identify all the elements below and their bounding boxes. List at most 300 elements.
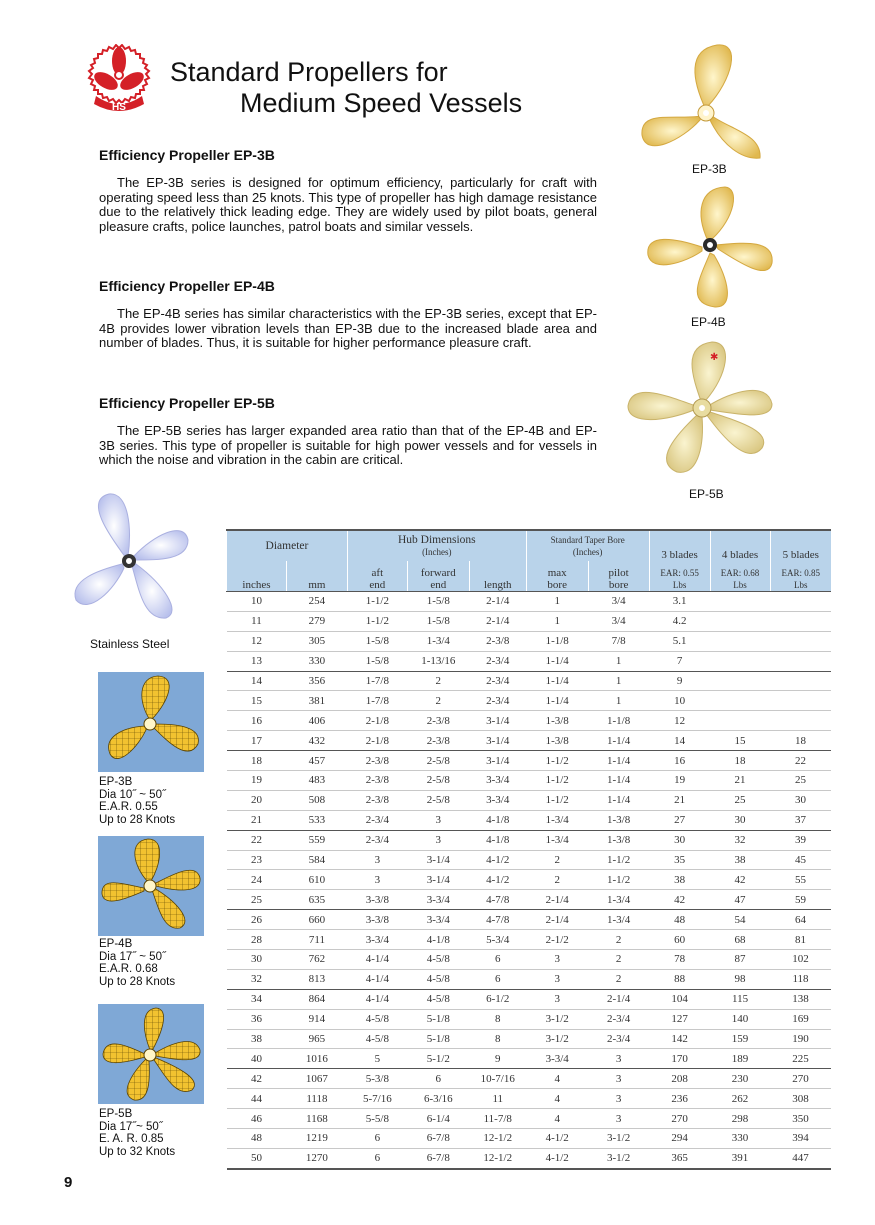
table-cell: 3/4 <box>588 592 649 612</box>
table-cell: 1270 <box>286 1148 347 1168</box>
table-cell: 27 <box>649 810 710 830</box>
table-cell: 3-1/4 <box>407 870 469 890</box>
table-cell: 3-3/4 <box>526 1049 588 1069</box>
table-cell: 3 <box>588 1049 649 1069</box>
table-cell: 2-3/8 <box>347 771 407 791</box>
table-cell: 21 <box>649 790 710 810</box>
table-cell: 23 <box>227 850 287 870</box>
table-cell: 81 <box>770 930 831 950</box>
table-cell: 2-3/4 <box>469 651 526 671</box>
table-cell: 5-5/8 <box>347 1109 407 1129</box>
ep4b-propeller-image <box>640 183 780 311</box>
spec-model: EP-5B <box>99 1108 133 1120</box>
table-cell: 483 <box>286 771 347 791</box>
table-row <box>227 611 832 631</box>
table-cell: 21 <box>227 810 287 830</box>
table-cell: 2 <box>588 930 649 950</box>
table-cell: 4-1/8 <box>407 930 469 950</box>
table-cell: 12 <box>649 711 710 731</box>
table-cell: 1-3/8 <box>526 711 588 731</box>
table-cell: 47 <box>710 890 770 910</box>
table-cell: 3 <box>347 850 407 870</box>
table-cell: 2-3/4 <box>469 691 526 711</box>
table-cell: 4-1/4 <box>347 969 407 989</box>
table-cell: 1-1/8 <box>526 631 588 651</box>
table-cell: 54 <box>710 910 770 930</box>
spec-dia: Dia 10˝ ~ 50˝ <box>99 788 166 801</box>
table-cell: 1-3/8 <box>526 731 588 751</box>
table-cell: 10-7/16 <box>469 1069 526 1089</box>
forward-line2: end <box>430 579 447 591</box>
header-ear-3 <box>649 561 710 592</box>
spec-ep4b <box>99 938 175 988</box>
table-cell: 3 <box>526 989 588 1009</box>
table-cell: 2-3/4 <box>588 1009 649 1029</box>
table-cell: 3-3/8 <box>347 910 407 930</box>
spec-model: EP-4B <box>99 938 133 950</box>
table-row <box>227 1029 832 1049</box>
table-cell: 1-1/2 <box>347 611 407 631</box>
spec-speed: Up to 28 Knots <box>99 975 176 988</box>
table-cell: 3 <box>588 1109 649 1129</box>
table-cell: 4-5/8 <box>407 950 469 970</box>
table-cell: 6-7/8 <box>407 1148 469 1168</box>
table-cell: 262 <box>710 1089 770 1109</box>
table-cell: 22 <box>770 751 831 771</box>
table-cell: 2 <box>588 950 649 970</box>
section-body-ep5b: The EP-5B series has larger expanded area ratio than that of the EP-4B and EP-3B series. This type of propeller is suitable for high power vessels and for vessels in which the noise and vibration in the cabin are critical. <box>99 423 597 468</box>
table-cell: 1-5/8 <box>347 631 407 651</box>
header-taper-bore <box>526 530 649 561</box>
table-row <box>227 870 832 890</box>
table-cell: 2 <box>407 671 469 691</box>
table-cell: 30 <box>710 810 770 830</box>
table-cell: 28 <box>227 930 287 950</box>
table-cell: 4-1/2 <box>526 1148 588 1168</box>
table-cell: 2-1/8 <box>347 731 407 751</box>
aft-line1: aft <box>371 567 384 579</box>
table-cell <box>710 711 770 731</box>
table-cell: 36 <box>227 1009 287 1029</box>
table-cell: 305 <box>286 631 347 651</box>
table-cell: 330 <box>286 651 347 671</box>
table-cell: 6 <box>347 1129 407 1149</box>
lbs4: Lbs <box>733 580 747 590</box>
table-cell: 4-5/8 <box>407 969 469 989</box>
table-cell: 37 <box>770 810 831 830</box>
stainless-propeller-image <box>64 490 194 630</box>
table-cell: 356 <box>286 671 347 691</box>
table-cell: 4-1/8 <box>469 810 526 830</box>
table-cell: 3 <box>588 1089 649 1109</box>
page-title-line1: Standard Propellers for <box>170 57 448 87</box>
table-cell: 4-1/2 <box>469 850 526 870</box>
table-cell: 8 <box>469 1009 526 1029</box>
table-cell: 46 <box>227 1109 287 1129</box>
table-cell: 1-1/4 <box>588 751 649 771</box>
table-cell: 559 <box>286 830 347 850</box>
table-cell: 1-1/4 <box>588 790 649 810</box>
table-cell: 584 <box>286 850 347 870</box>
svg-text:✱: ✱ <box>710 352 719 363</box>
table-cell: 4-5/8 <box>347 1029 407 1049</box>
table-row <box>227 810 832 830</box>
table-cell: 660 <box>286 910 347 930</box>
spec-dia: Dia 17˝ ~ 50˝ <box>99 950 166 963</box>
table-cell: 10 <box>227 592 287 612</box>
table-cell <box>710 611 770 631</box>
table-cell: 14 <box>227 671 287 691</box>
table-cell: 42 <box>710 870 770 890</box>
ep5b-propeller-image <box>622 336 777 478</box>
table-cell: 64 <box>770 910 831 930</box>
table-cell: 1-1/2 <box>526 790 588 810</box>
table-cell: 5-1/8 <box>407 1029 469 1049</box>
table-cell: 4-1/4 <box>347 989 407 1009</box>
table-cell: 12-1/2 <box>469 1148 526 1168</box>
table-cell <box>770 711 831 731</box>
table-cell: 11 <box>227 611 287 631</box>
table-cell: 6 <box>407 1069 469 1089</box>
table-cell: 8 <box>469 1029 526 1049</box>
table-cell: 25 <box>770 771 831 791</box>
table-row <box>227 890 832 910</box>
table-cell: 169 <box>770 1009 831 1029</box>
table-cell: 189 <box>710 1049 770 1069</box>
table-cell <box>770 691 831 711</box>
table-cell: 298 <box>710 1109 770 1129</box>
table-cell: 2-3/4 <box>347 810 407 830</box>
header-5-blades: 5 blades <box>770 530 831 561</box>
table-cell: 2-5/8 <box>407 790 469 810</box>
table-cell: 1 <box>588 691 649 711</box>
table-cell: 127 <box>649 1009 710 1029</box>
table-cell: 3-1/4 <box>469 711 526 731</box>
table-row <box>227 651 832 671</box>
spec-ep5b <box>99 1108 175 1158</box>
ear3: EAR: 0.55 <box>660 568 699 578</box>
table-cell: 3-3/4 <box>407 910 469 930</box>
table-cell <box>770 651 831 671</box>
table-cell: 3 <box>526 969 588 989</box>
table-cell: 1-5/8 <box>347 651 407 671</box>
table-cell: 270 <box>770 1069 831 1089</box>
table-cell: 4 <box>526 1069 588 1089</box>
table-cell: 1-1/2 <box>526 771 588 791</box>
table-cell: 2-1/2 <box>526 930 588 950</box>
table-cell: 12 <box>227 631 287 651</box>
table-cell: 1 <box>526 611 588 631</box>
table-cell: 30 <box>227 950 287 970</box>
ep5b-grid-image <box>98 1004 204 1104</box>
table-cell: 1-1/4 <box>588 731 649 751</box>
table-cell: 3-1/4 <box>469 731 526 751</box>
table-cell: 98 <box>710 969 770 989</box>
pilot-line2: bore <box>608 579 629 591</box>
table-cell: 447 <box>770 1148 831 1168</box>
header-3-blades: 3 blades <box>649 530 710 561</box>
propeller-spec-table <box>226 529 831 1170</box>
table-cell: 1-3/4 <box>526 830 588 850</box>
table-cell: 22 <box>227 830 287 850</box>
table-cell: 2 <box>526 850 588 870</box>
table-row <box>227 711 832 731</box>
table-cell: 2-3/8 <box>347 751 407 771</box>
table-cell: 87 <box>710 950 770 970</box>
table-cell: 2-1/4 <box>469 611 526 631</box>
spec-ear: E.A.R. 0.55 <box>99 801 158 813</box>
table-cell: 18 <box>227 751 287 771</box>
table-cell: 3-3/4 <box>469 771 526 791</box>
table-cell: 4 <box>526 1089 588 1109</box>
table-cell: 270 <box>649 1109 710 1129</box>
table-cell: 5-3/8 <box>347 1069 407 1089</box>
table-row <box>227 850 832 870</box>
max-line1: max <box>547 567 567 579</box>
table-cell: 32 <box>227 969 287 989</box>
table-row <box>227 1009 832 1029</box>
section-body-ep3b: The EP-3B series is designed for optimum efficiency, particularly for craft with operating speed less than 25 knots. This type of propeller has high damage resistance due to the relatively thick leading edge. They are widely used by pilot boats, general pleasure crafts, police launches, patrol boats and similar vessels. <box>99 175 597 234</box>
table-cell: 142 <box>649 1029 710 1049</box>
table-cell: 16 <box>649 751 710 771</box>
table-cell: 2-3/8 <box>407 731 469 751</box>
table-cell: 3.1 <box>649 592 710 612</box>
table-cell: 3 <box>407 810 469 830</box>
header-hub-dimensions <box>347 530 526 561</box>
table-cell: 5-1/8 <box>407 1009 469 1029</box>
table-cell: 965 <box>286 1029 347 1049</box>
table-cell: 230 <box>710 1069 770 1089</box>
table-cell: 1168 <box>286 1109 347 1129</box>
hub-title: Hub Dimensions <box>398 534 476 546</box>
table-cell: 3-1/2 <box>588 1148 649 1168</box>
table-cell: 60 <box>649 930 710 950</box>
table-cell: 2-3/4 <box>588 1029 649 1049</box>
table-cell <box>710 691 770 711</box>
table-cell: 3-3/4 <box>469 790 526 810</box>
table-cell: 635 <box>286 890 347 910</box>
table-cell: 6-7/8 <box>407 1129 469 1149</box>
table-row <box>227 691 832 711</box>
table-cell: 225 <box>770 1049 831 1069</box>
table-cell: 432 <box>286 731 347 751</box>
table-cell: 2-5/8 <box>407 771 469 791</box>
table-cell: 2-5/8 <box>407 751 469 771</box>
table-cell: 6-1/4 <box>407 1109 469 1129</box>
table-cell: 3-1/4 <box>407 850 469 870</box>
table-cell: 294 <box>649 1129 710 1149</box>
spec-model: EP-3B <box>99 776 133 788</box>
table-cell: 2-1/4 <box>526 910 588 930</box>
table-cell: 42 <box>227 1069 287 1089</box>
lbs3: Lbs <box>672 580 687 590</box>
ep3b-grid-image <box>98 672 204 772</box>
header-4-blades: 4 blades <box>710 530 770 561</box>
table-cell: 533 <box>286 810 347 830</box>
table-cell: 3-1/4 <box>469 751 526 771</box>
table-cell: 2 <box>526 870 588 890</box>
hs-logo <box>82 44 156 120</box>
table-cell: 42 <box>649 890 710 910</box>
table-cell: 1-1/4 <box>588 771 649 791</box>
table-cell: 6-3/16 <box>407 1089 469 1109</box>
table-cell: 16 <box>227 711 287 731</box>
table-cell: 5 <box>347 1049 407 1069</box>
header-ear-4 <box>710 561 770 592</box>
table-row <box>227 989 832 1009</box>
table-cell: 15 <box>227 691 287 711</box>
table-cell: 4 <box>526 1109 588 1129</box>
section-heading-ep3b: Efficiency Propeller EP-3B <box>99 147 275 163</box>
table-cell: 6 <box>469 969 526 989</box>
table-cell: 1-3/4 <box>407 631 469 651</box>
page-title-line2: Medium Speed Vessels <box>240 88 523 118</box>
table-cell: 762 <box>286 950 347 970</box>
table-cell: 1-3/4 <box>526 810 588 830</box>
table-cell: 190 <box>770 1029 831 1049</box>
table-cell: 3/4 <box>588 611 649 631</box>
table-cell: 34 <box>227 989 287 1009</box>
ear4: EAR: 0.68 <box>720 568 760 578</box>
table-cell <box>710 592 770 612</box>
table-cell: 88 <box>649 969 710 989</box>
spec-ear: E.A.R. 0.68 <box>99 963 158 975</box>
table-cell: 2-1/8 <box>347 711 407 731</box>
table-cell: 1-1/2 <box>526 751 588 771</box>
table-cell: 48 <box>227 1129 287 1149</box>
header-pilot-bore <box>588 561 649 592</box>
pilot-line1: pilot <box>608 567 629 579</box>
table-cell: 1-3/4 <box>588 890 649 910</box>
table-cell: 6 <box>469 950 526 970</box>
table-cell: 14 <box>649 731 710 751</box>
table-cell: 138 <box>770 989 831 1009</box>
table-cell: 254 <box>286 592 347 612</box>
table-cell: 365 <box>649 1148 710 1168</box>
table-cell: 13 <box>227 651 287 671</box>
table-cell: 17 <box>227 731 287 751</box>
table-cell <box>710 671 770 691</box>
table-cell <box>770 671 831 691</box>
table-cell: 12-1/2 <box>469 1129 526 1149</box>
table-cell: 24 <box>227 870 287 890</box>
header-mm: mm <box>286 561 347 592</box>
table-cell: 1-1/2 <box>588 870 649 890</box>
spec-table-body <box>227 592 832 1169</box>
table-cell: 159 <box>710 1029 770 1049</box>
table-cell: 40 <box>227 1049 287 1069</box>
table-cell: 44 <box>227 1089 287 1109</box>
table-row <box>227 910 832 930</box>
table-cell: 19 <box>649 771 710 791</box>
table-cell: 68 <box>710 930 770 950</box>
table-cell: 3 <box>347 870 407 890</box>
table-cell: 3-3/4 <box>407 890 469 910</box>
table-cell: 1-1/2 <box>347 592 407 612</box>
table-cell: 381 <box>286 691 347 711</box>
table-cell: 9 <box>469 1049 526 1069</box>
table-cell: 35 <box>649 850 710 870</box>
table-cell: 2 <box>407 691 469 711</box>
table-cell: 5-7/16 <box>347 1089 407 1109</box>
table-cell: 3-3/4 <box>347 930 407 950</box>
table-cell: 6-1/2 <box>469 989 526 1009</box>
table-cell: 3-3/8 <box>347 890 407 910</box>
table-cell: 279 <box>286 611 347 631</box>
logo-text: HS <box>112 102 126 113</box>
table-cell: 4-5/8 <box>407 989 469 1009</box>
table-cell: 508 <box>286 790 347 810</box>
table-cell: 19 <box>227 771 287 791</box>
table-cell: 30 <box>770 790 831 810</box>
table-row <box>227 751 832 771</box>
table-cell: 38 <box>227 1029 287 1049</box>
table-cell: 2-1/4 <box>526 890 588 910</box>
table-cell: 3-1/2 <box>526 1009 588 1029</box>
table-cell: 1067 <box>286 1069 347 1089</box>
table-cell: 1-13/16 <box>407 651 469 671</box>
table-cell: 2-3/4 <box>469 671 526 691</box>
spec-ep3b <box>99 776 175 826</box>
table-cell: 1 <box>588 651 649 671</box>
table-cell: 914 <box>286 1009 347 1029</box>
table-cell: 3-1/2 <box>526 1029 588 1049</box>
table-row <box>227 950 832 970</box>
table-cell: 104 <box>649 989 710 1009</box>
table-row <box>227 1129 832 1149</box>
table-row <box>227 790 832 810</box>
table-cell: 350 <box>770 1109 831 1129</box>
table-cell: 170 <box>649 1049 710 1069</box>
table-cell: 118 <box>770 969 831 989</box>
table-cell: 1-5/8 <box>407 592 469 612</box>
table-cell: 813 <box>286 969 347 989</box>
section-body-ep4b: The EP-4B series has similar characteristics with the EP-3B series, except that EP-4B provides lower vibration levels than EP-3B due to the increased blade area and number of blades. Thus, it is suitable for higher performance pleasure craft. <box>99 306 597 351</box>
table-cell: 1 <box>588 671 649 691</box>
table-cell: 1-7/8 <box>347 671 407 691</box>
table-cell: 394 <box>770 1129 831 1149</box>
spec-dia: Dia 17˝~ 50˝ <box>99 1120 163 1133</box>
table-cell <box>710 631 770 651</box>
table-cell: 1-5/8 <box>407 611 469 631</box>
page-number: 9 <box>64 1174 73 1191</box>
table-cell: 236 <box>649 1089 710 1109</box>
table-row <box>227 771 832 791</box>
table-cell: 1-1/8 <box>588 711 649 731</box>
table-cell: 48 <box>649 910 710 930</box>
table-cell: 1118 <box>286 1089 347 1109</box>
table-cell: 5-3/4 <box>469 930 526 950</box>
table-row <box>227 1148 832 1168</box>
table-cell: 3 <box>588 1069 649 1089</box>
ep5b-image-label: EP-5B <box>689 487 724 501</box>
table-cell <box>770 631 831 651</box>
ep3b-propeller-image <box>632 40 772 160</box>
table-cell: 2-3/8 <box>407 711 469 731</box>
table-cell: 406 <box>286 711 347 731</box>
table-cell: 2-3/8 <box>347 790 407 810</box>
table-cell: 15 <box>710 731 770 751</box>
table-cell: 59 <box>770 890 831 910</box>
table-cell: 1-7/8 <box>347 691 407 711</box>
table-row <box>227 631 832 651</box>
table-cell: 2-1/4 <box>588 989 649 1009</box>
table-cell: 1 <box>526 592 588 612</box>
table-cell: 7/8 <box>588 631 649 651</box>
table-cell: 6 <box>347 1148 407 1168</box>
table-cell: 18 <box>710 751 770 771</box>
aft-line2: end <box>369 579 386 591</box>
